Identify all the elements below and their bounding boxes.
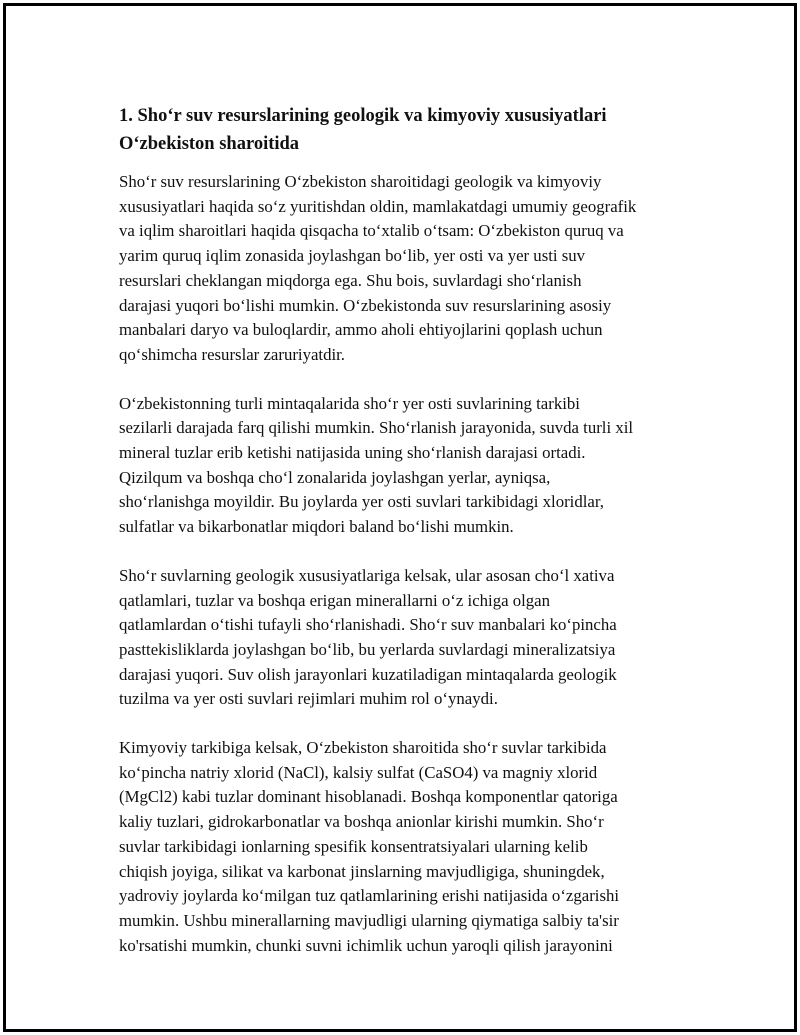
paragraph-1: Sho‘r suv resurslarining O‘zbekiston sharoitidagi geologik va kimyoviy xususiyatlari haqida so‘z yuritishdan oldin, mamlakatdagi umumiy geografik va iqlim sharoitlari haqida qisqacha to‘xtalib o‘tsam: O‘zbekiston quruq va yarim quruq iqlim zonasida joylashgan bo‘lib, yer osti va yer usti suv resurslari cheklangan miqdorga ega. Shu bois, suvlardagi sho‘rlanish darajasi yuqori bo‘lishi mumkin. O‘zbekistonda suv resurslarining asosiy manbalari daryo va buloqlardir, ammo aholi ehtiyojlarini qoplash uchun qo‘shimcha resurslar zaruriyatdir. — [119, 172, 637, 364]
page-frame — [3, 3, 797, 1032]
paragraph-3: Sho‘r suvlarning geologik xususiyatlariga kelsak, ular asosan cho‘l xativa qatlamlari, tuzlar va boshqa erigan minerallarni o‘z ichiga olgan qatlamlardan o‘tishi tufayli sho‘rlanishadi. Sho‘r suv manbalari ko‘pincha pasttekisliklarda joylashgan bo‘lib, bu yerlarda suvlardagi mineralizatsiya darajasi yuqori. Suv olish jarayonlari kuzatiladigan mintaqalarda geologik tuzilma va yer osti suvlari rejimlari muhim rol o‘ynaydi. — [119, 565, 617, 709]
section-heading: 1. Sho‘r suv resurslarining geologik va kimyoviy xususiyatlari O‘zbekiston sharoitida — [119, 106, 607, 154]
paragraph-2: O‘zbekistonning turli mintaqalarida sho‘r yer osti suvlarining tarkibi sezilarli darajada farq qilishi mumkin. Sho‘rlanish jarayonida, suvda turli xil mineral tuzlar erib ketishi natijasida uning sho‘rlanish darajasi ortadi. Qizilqum va boshqa cho‘l zonalarida joylashgan yerlar, ayniqsa, sho‘rlanishga moyildir. Bu joylarda yer osti suvlari tarkibidagi xloridlar, sulfatlar va bikarbonatlar miqdori baland bo‘lishi mumkin. — [119, 393, 634, 537]
document-body — [119, 102, 709, 982]
paragraph-4: Kimyoviy tarkibiga kelsak, O‘zbekiston sharoitida sho‘r suvlar tarkibida ko‘pincha natriy xlorid (NaCl), kalsiy sulfat (CaSO4) va magniy xlorid (MgCl2) kabi tuzlar dominant hisoblanadi. Boshqa komponentlar qatoriga kaliy tuzlari, gidrokarbonatlar va boshqa anionlar kirishi mumkin. Sho‘r suvlar tarkibidagi ionlarning spesifik konsentratsiyalari ularning kelib chiqish joyiga, silikat va karbonat jinslarning mavjudligiga, shuningdek, yadroviy joylarda ko‘milgan tuz qatlamlarining erishi natijasida o‘zgarishi mumkin. Ushbu minerallarning mavjudligi ularning qiymatiga salbiy ta'sir ko'rsatishi mumkin, chunki suvni ichimlik uchun yaroqli qilish jarayonini — [119, 738, 620, 955]
